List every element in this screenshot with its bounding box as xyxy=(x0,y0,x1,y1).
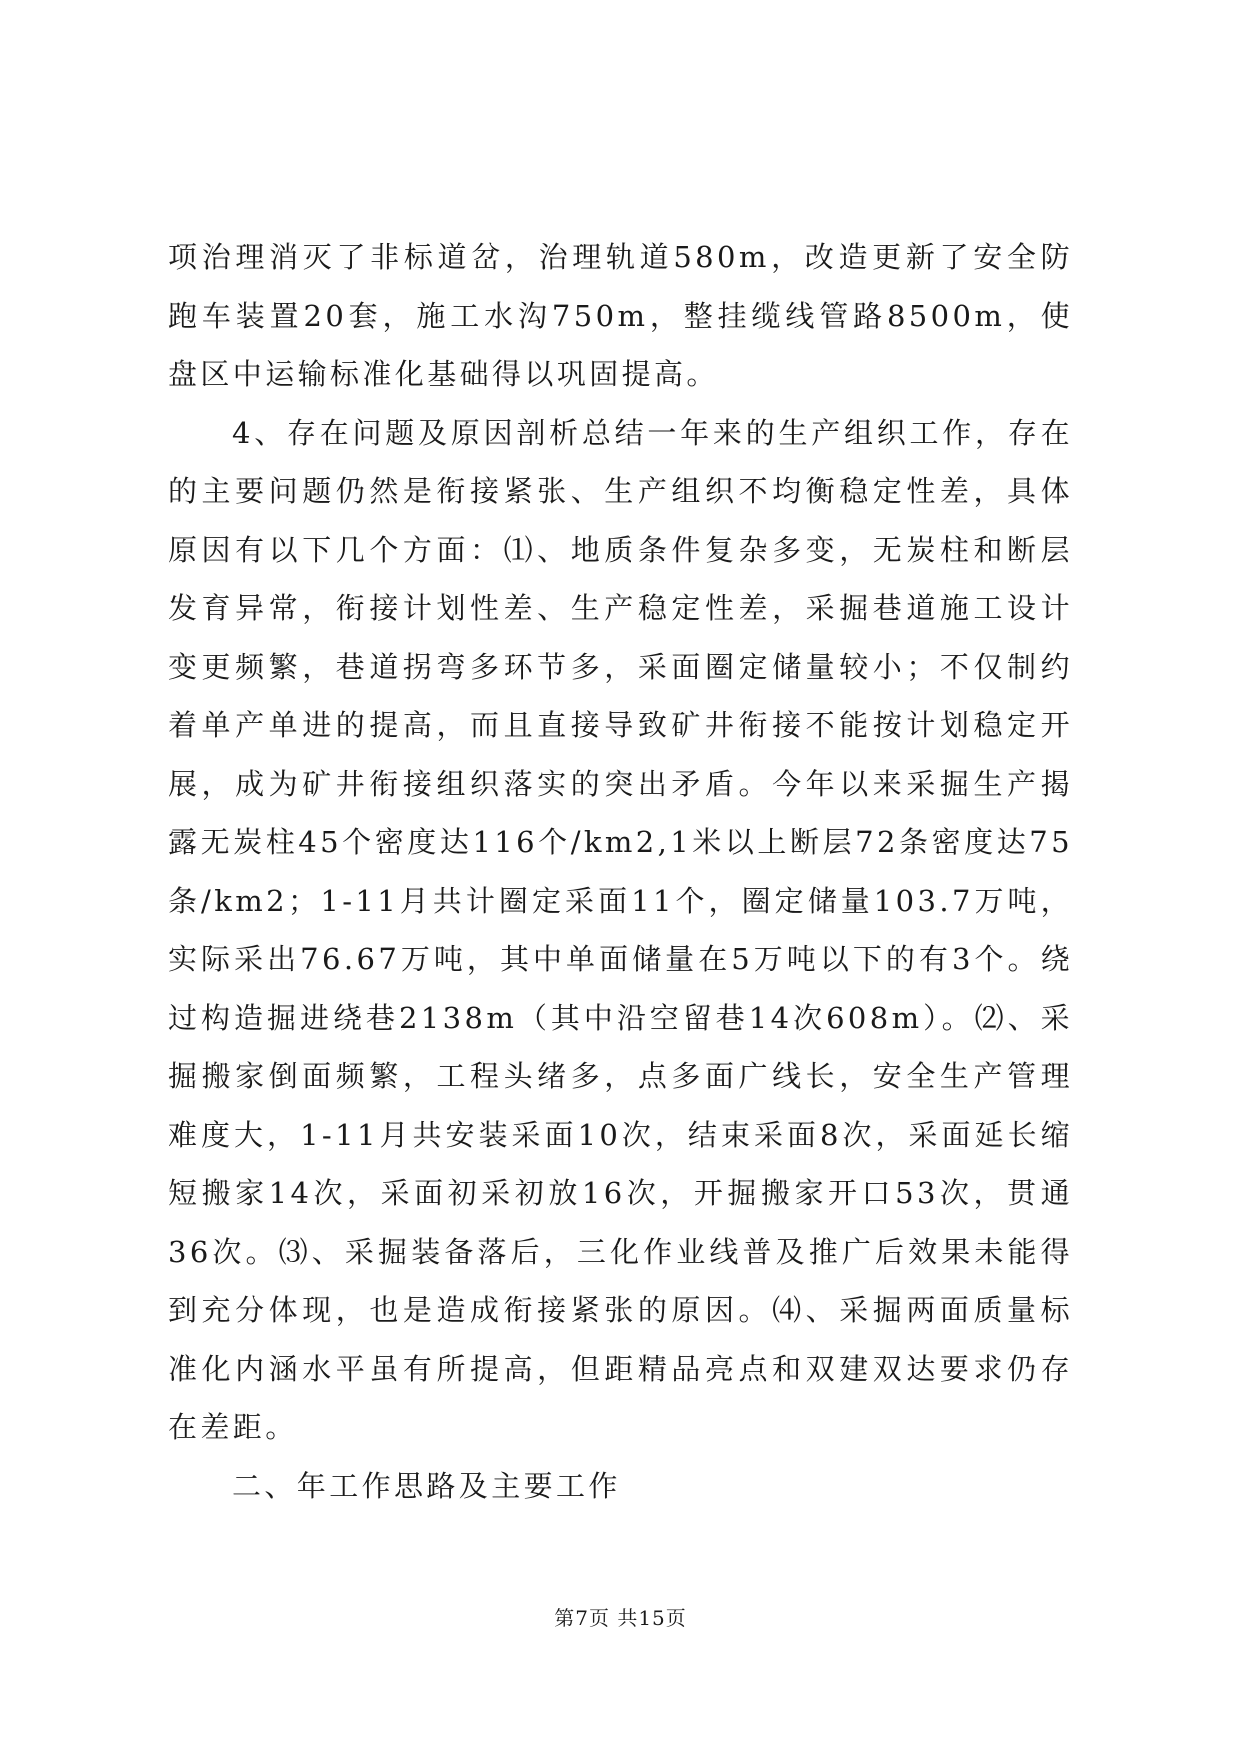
page-number-footer: 第7页 共15页 xyxy=(554,1606,687,1630)
document-body xyxy=(168,228,1073,1515)
paragraph-problems-analysis: 4、存在问题及原因剖析总结一年来的生产组织工作，存在的主要问题仍然是衔接紧张、生产组织不均衡稳定性差，具体原因有以下几个方面：⑴、地质条件复杂多变，无炭柱和断层发育异常，衔接计划性差、生产稳定性差，采掘巷道施工设计变更频繁，巷道拐弯多环节多，采面圈定储量较小；不仅制约着单产单进的提高，而且直接导致矿井衔接不能按计划稳定开展，成为矿井衔接组织落实的突出矛盾。今年以来采掘生产揭露无炭柱45个密度达116个/km2,1米以上断层72条密度达75条/km2；1-11月共计圈定采面11个，圈定储量103.7万吨，实际采出76.67万吨，其中单面储量在5万吨以下的有3个。绕过构造掘进绕巷2138m（其中沿空留巷14次608m）。⑵、采掘搬家倒面频繁，工程头绪多，点多面广线长，安全生产管理难度大，1-11月共安装采面10次，结束采面8次，采面延长缩短搬家14次，采面初采初放16次，开掘搬家开口53次，贯通36次。⑶、采掘装备落后，三化作业线普及推广后效果未能得到充分体现，也是造成衔接紧张的原因。⑷、采掘两面质量标准化内涵水平虽有所提高，但距精品亮点和双建双达要求仍存在差距。 xyxy=(168,415,1073,1444)
section-heading: 二、年工作思路及主要工作 xyxy=(232,1468,621,1503)
paragraph-continuation: 项治理消灭了非标道岔，治理轨道580m，改造更新了安全防跑车装置20套，施工水沟750m，整挂缆线管路8500m，使盘区中运输标准化基础得以巩固提高。 xyxy=(168,240,1073,391)
